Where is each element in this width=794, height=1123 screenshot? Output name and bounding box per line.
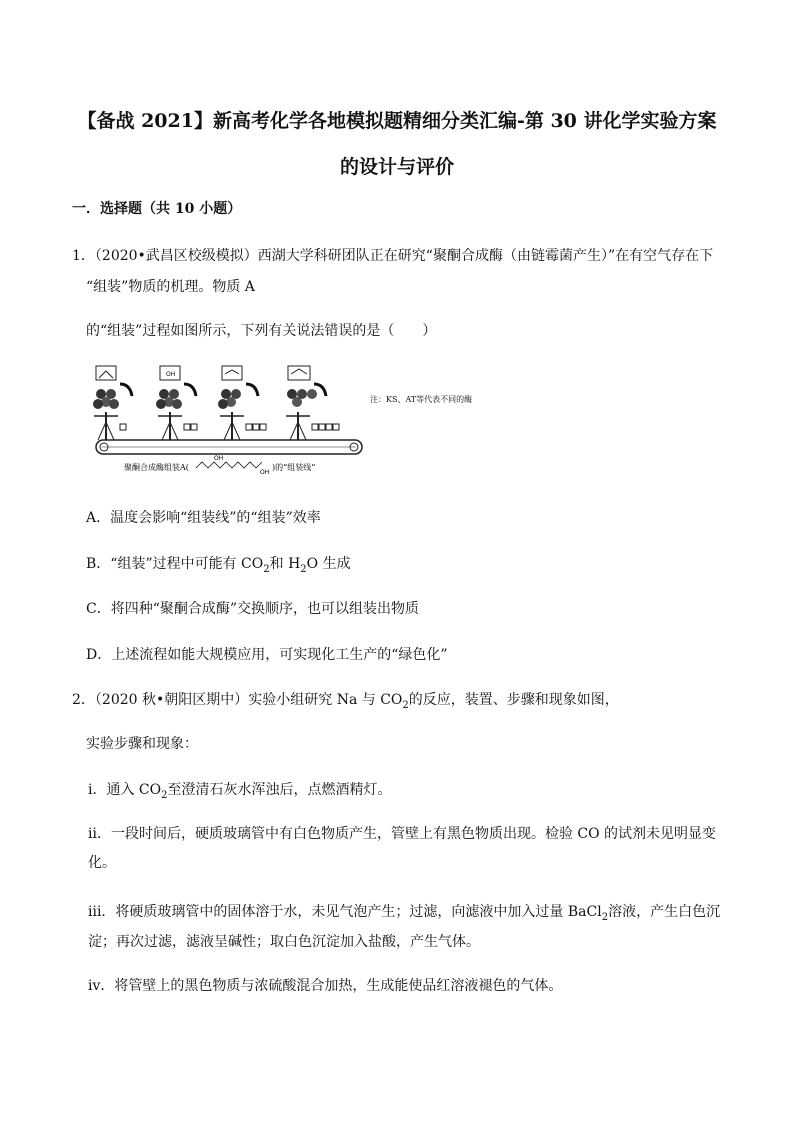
q2-step-3-line-1 (88, 902, 720, 928)
subscript-2: 2 (161, 789, 168, 801)
step-1-text-1: ⅰ．通入 CO (88, 782, 162, 798)
curved-arrow-icon (184, 384, 196, 396)
crane-tower-icon (286, 412, 339, 440)
conveyor-belt-icon (96, 440, 362, 454)
crane-tower-icon (220, 412, 266, 440)
svg-text:OH: OH (166, 371, 176, 378)
molecule-chain-icon (196, 462, 262, 468)
curved-arrow-icon (120, 384, 132, 396)
crane-tower-icon (94, 412, 126, 440)
section-heading: 一．选择题（共 10 小题） (72, 201, 242, 217)
q2-step-2-line-1: ⅱ．一段时间后，硬质玻璃管中有白色物质产生，管壁上有黑色物质出现。检验 CO 的试剂未见明显变 (88, 826, 717, 842)
title-line-1: 【备战 2021】新高考化学各地模拟题精细分类汇编-第 30 讲化学实验方案 (77, 110, 717, 132)
option-b-text-2: 和 H (269, 556, 301, 572)
enzyme-module-icon (218, 366, 242, 409)
step-3-text-1: ⅲ．将硬质玻璃管中的固体溶于水，未见气泡产生；过滤，向滤液中加入过量 BaCl (88, 904, 602, 920)
q2-step-4: ⅳ．将管壁上的黑色物质与浓硫酸混合加热，生成能使品红溶液褪色的气体。 (88, 978, 563, 994)
q1-option-b (86, 554, 351, 580)
subscript-2: 2 (601, 911, 609, 923)
oh-label-bottom: OH (260, 469, 270, 476)
q1-stem-line-2: “组装”物质的机理。物质 A (86, 279, 255, 295)
q1-stem-line-3: 的“组装”过程如图所示，下列有关说法错误的是（ ） (86, 323, 437, 339)
option-b-text-3: O 生成 (306, 556, 351, 572)
subscript-2: 2 (263, 563, 270, 575)
q2-step-2-line-2: 化。 (88, 855, 116, 871)
curved-arrow-icon (246, 384, 258, 396)
figure-note: 注：KS、AT等代表不同的酶 (370, 395, 473, 404)
title-line-2: 的设计与评价 (339, 156, 454, 178)
q2-stem-line-2: 实验步骤和现象： (86, 736, 198, 752)
subscript-2: 2 (402, 699, 409, 711)
q1-option-a: A．温度会影响“组装线”的“组装”效率 (86, 510, 321, 526)
q2-step-1 (88, 780, 392, 806)
enzyme-module-icon (287, 366, 317, 407)
step-3-text-2: 溶液，产生白色沉 (608, 904, 721, 920)
q1-stem-line-1: 1．（2020•武昌区校级模拟）西湖大学科研团队正在研究“聚酮合成酶（由链霉菌产生）”在有空气存在下 (72, 248, 714, 264)
enzyme-module-icon (93, 366, 119, 409)
q1-option-c: C．将四种“聚酮合成酶”交换顺序，也可以组装出物质 (86, 601, 420, 617)
page-title (60, 98, 734, 190)
q1-option-d: D．上述流程如能大规模应用，可实现化工生产的“绿色化” (86, 647, 448, 663)
enzyme-module-icon (156, 366, 182, 409)
q2-stem-text-1: 2．（2020 秋•朝阳区期中）实验小组研究 Na 与 CO (72, 692, 403, 708)
assembly-line-figure (88, 362, 452, 482)
assembly-label-prefix: 聚酮合成酶组装A( (124, 463, 189, 472)
q2-step-3-line-2: 淀；再次过滤，滤液呈碱性；取白色沉淀加入盐酸，产生气体。 (88, 934, 480, 950)
step-1-text-2: 至澄清石灰水浑浊后，点燃酒精灯。 (167, 782, 392, 798)
option-b-text-1: B．“组装”过程中可能有 CO (86, 556, 264, 572)
q2-stem-text-2: 的反应，装置、步骤和现象如图， (408, 692, 619, 708)
oh-label-top: OH (214, 455, 224, 462)
q2-stem-line-1 (72, 690, 619, 716)
assembly-label-suffix: )的“组装线” (272, 463, 316, 472)
crane-tower-icon (158, 412, 197, 440)
subscript-2: 2 (300, 563, 307, 575)
